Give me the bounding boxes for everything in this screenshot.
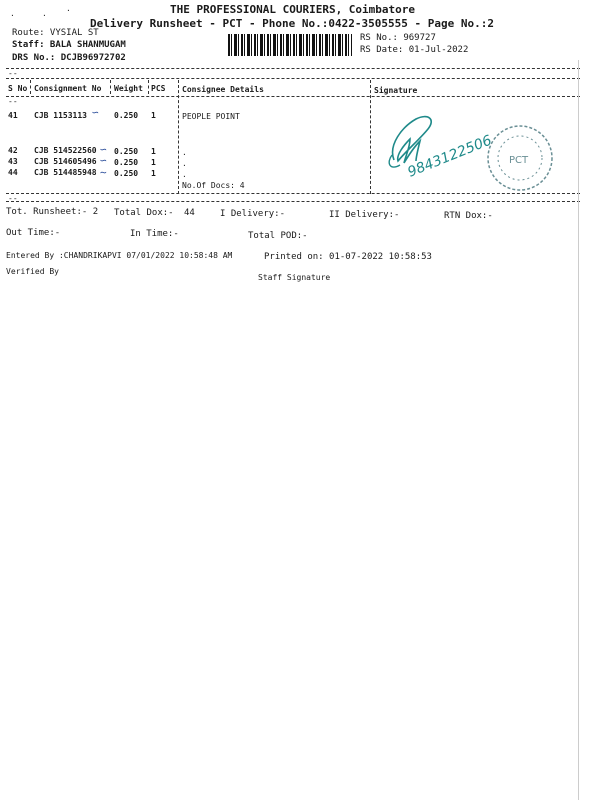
row-pcs: 1: [151, 147, 156, 156]
row-consignee: .: [182, 159, 187, 168]
tick-mark-icon: ∽: [100, 154, 107, 167]
stamp-text: PCT: [509, 155, 529, 166]
tot-runsheet: Tot. Runsheet:- 2: [6, 207, 99, 217]
row-pcs: 1: [151, 158, 156, 167]
staff-label: Staff: BALA SHANMUGAM: [12, 40, 126, 50]
rs-number: RS No.: 969727: [360, 33, 436, 43]
row-sno: 42: [8, 146, 18, 155]
row-consignee: .: [182, 170, 187, 179]
entered-by: Entered By :CHANDRIKAPVI 07/01/2022 10:58:48 AM: [6, 251, 233, 260]
runsheet-subtitle: Delivery Runsheet - PCT - Phone No.:0422-3505555 - Page No.:2: [90, 17, 494, 30]
barcode: [228, 34, 352, 56]
out-time: Out Time:-: [6, 228, 61, 238]
handwritten-phone: 9843122506: [405, 132, 495, 181]
col-signature: Signature: [374, 86, 418, 95]
col-weight: Weight: [114, 84, 143, 93]
i-delivery: I Delivery:-: [220, 209, 286, 219]
row-weight: 0.250: [114, 147, 139, 156]
col-sno: S No: [8, 84, 28, 93]
total-dox-label: Total Dox:-: [114, 208, 174, 218]
printed-on: Printed on: 01-07-2022 10:58:53: [264, 252, 432, 262]
row-consignment: CJB 514522560: [34, 146, 97, 155]
row-consignment: CJB 514605496: [34, 157, 97, 166]
row-sno: 41: [8, 111, 18, 120]
verified-by: Verified By: [6, 267, 59, 276]
ii-delivery: II Delivery:-: [329, 210, 400, 220]
drs-number: DRS No.: DCJB96972702: [12, 53, 126, 63]
col-pcs: PCS: [151, 84, 166, 93]
rs-date: RS Date: 01-Jul-2022: [360, 45, 469, 55]
col-consignment: Consignment No: [34, 84, 102, 93]
row-weight: 0.250: [114, 169, 139, 178]
round-stamp: [483, 122, 558, 194]
row-weight: 0.250: [114, 158, 139, 167]
page-edge-line: [578, 60, 579, 800]
row-consignee: PEOPLE POINT: [182, 112, 240, 121]
row-weight: 0.250: [114, 111, 139, 120]
row-consignment: CJB 514485948: [34, 168, 97, 177]
row-pcs: 1: [151, 169, 156, 178]
total-dox-value: 44: [184, 208, 195, 218]
row-pcs: 1: [151, 111, 156, 120]
no-of-docs: No.Of Docs: 4: [182, 181, 245, 190]
in-time: In Time:-: [130, 229, 179, 239]
total-pod: Total POD:-: [248, 231, 308, 241]
tick-mark-icon: ∽: [100, 143, 107, 156]
row-consignment: CJB 1153113: [34, 111, 87, 120]
company-title: THE PROFESSIONAL COURIERS, Coimbatore: [170, 3, 416, 16]
row-sno: 43: [8, 157, 18, 166]
tick-mark-icon: ∽: [92, 106, 99, 119]
rtn-dox: RTN Dox:-: [444, 211, 493, 221]
tick-mark-icon: ∼: [100, 166, 107, 179]
route-label: Route: VYSIAL ST: [12, 28, 99, 38]
col-consignee: Consignee Details: [182, 85, 264, 94]
row-sno: 44: [8, 168, 18, 177]
staff-signature: Staff Signature: [258, 273, 331, 282]
row-consignee: .: [182, 148, 187, 157]
